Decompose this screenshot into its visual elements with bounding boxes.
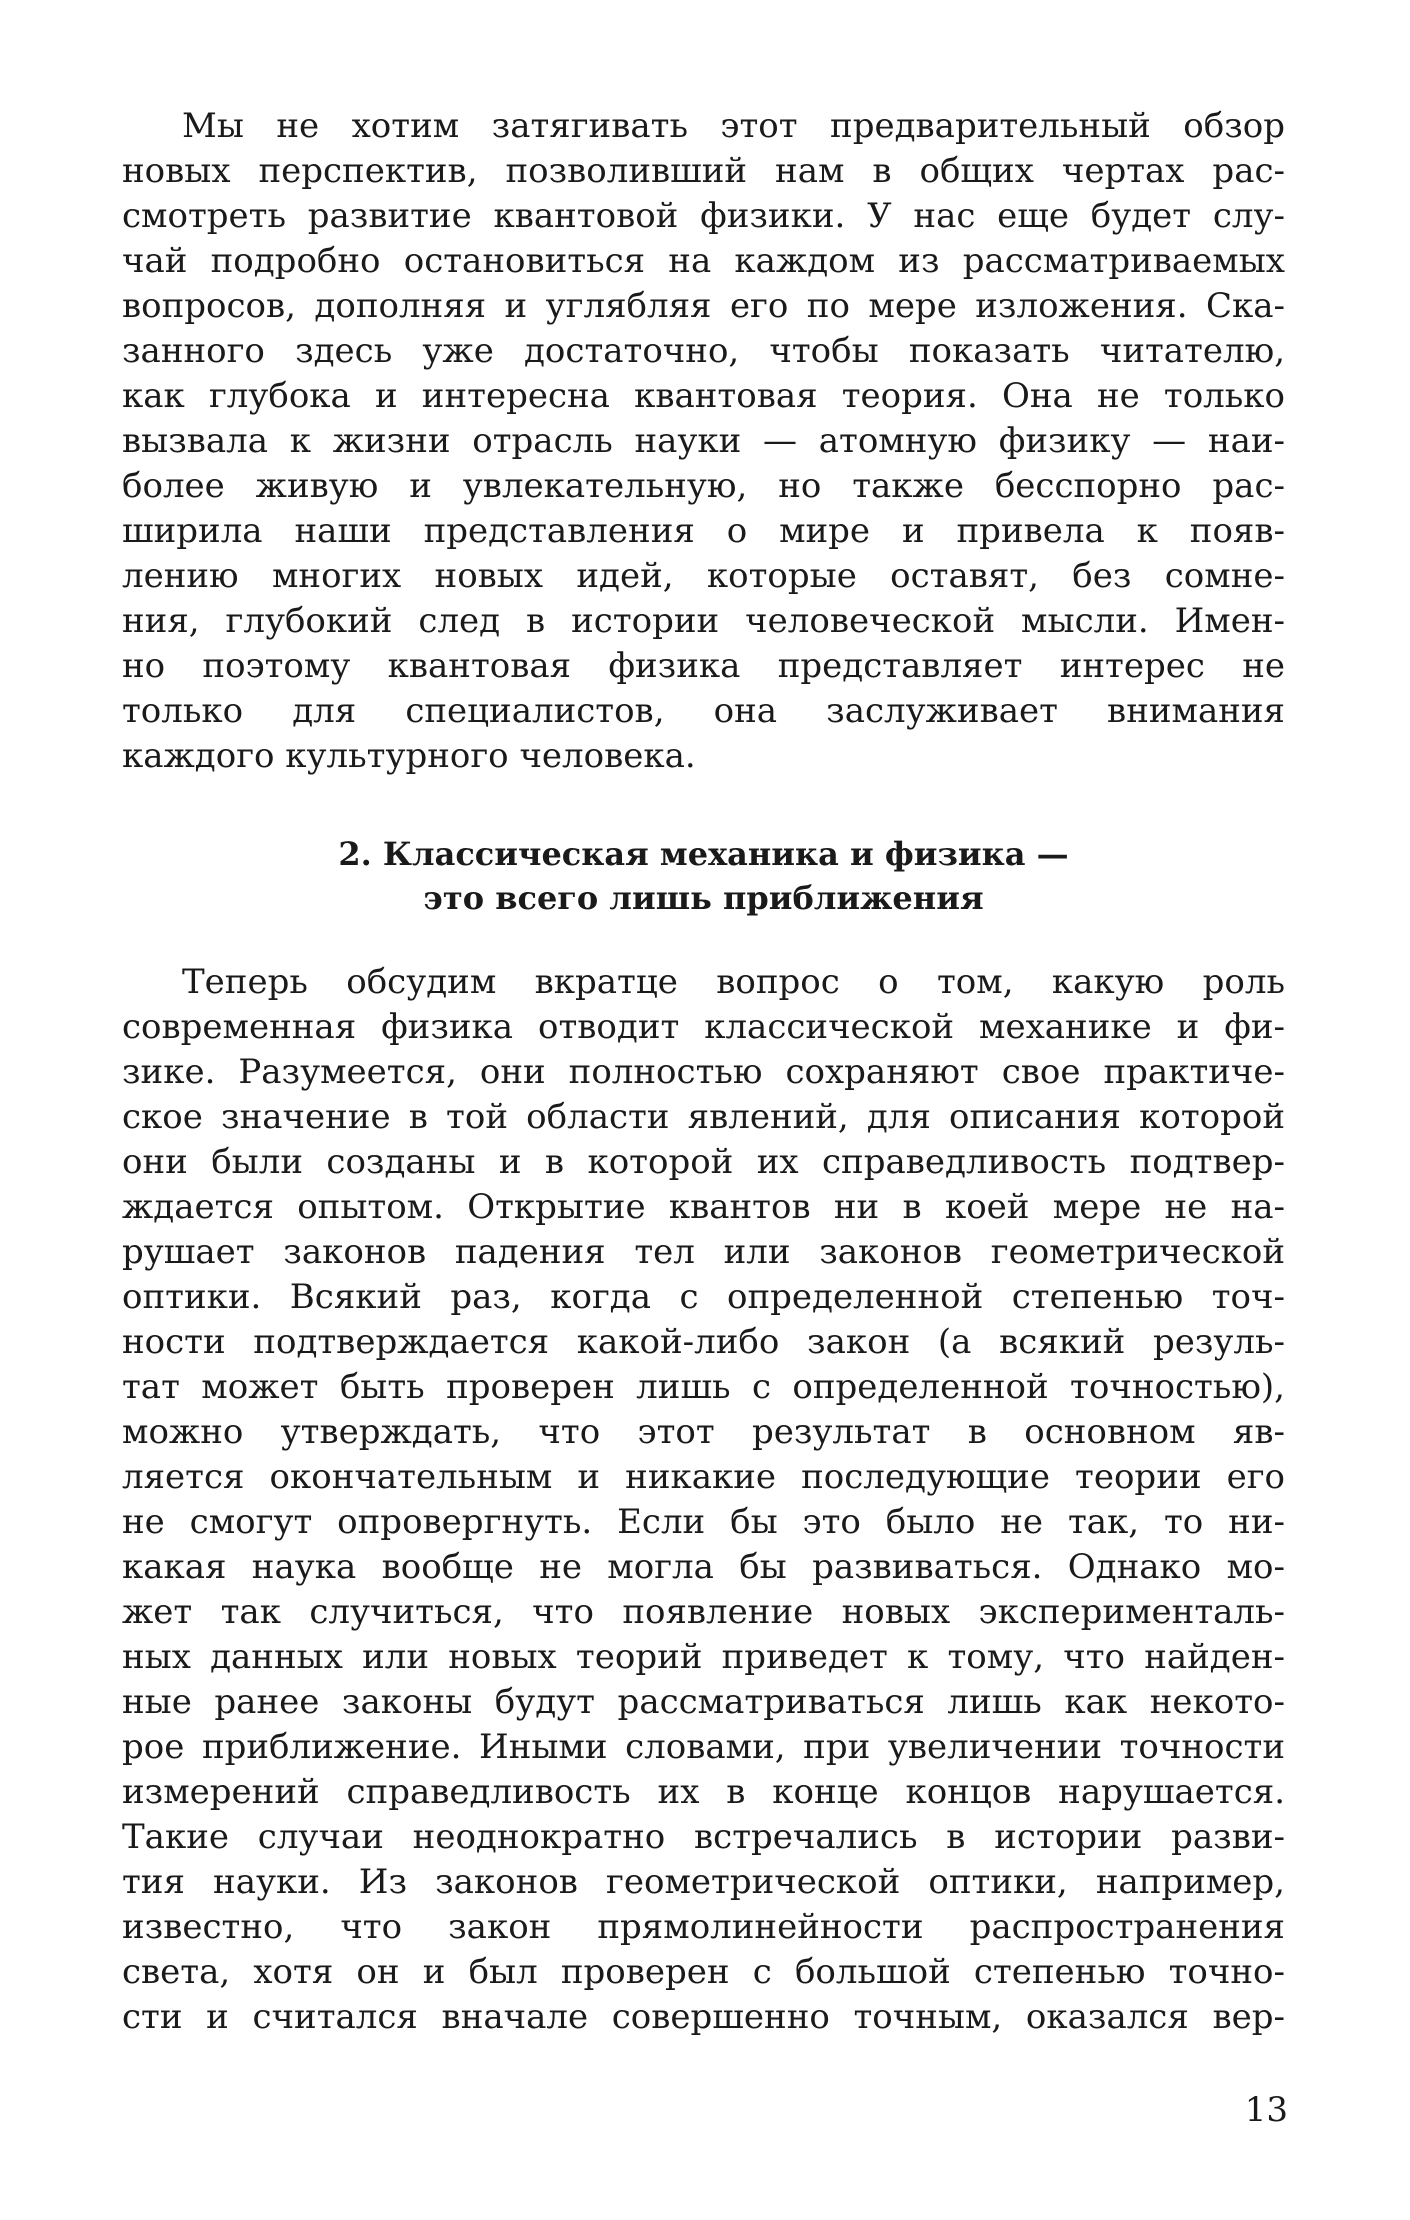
text-line: смотреть развитие квантовой физики. У нас еще будет слу- [122,196,1285,236]
text-line: рушает законов падения тел или законов геометрической [122,1232,1285,1272]
text-line: чай подробно остановиться на каждом из рассматриваемых [122,241,1285,281]
text-line: измерений справедливость их в конце концов нарушается. [122,1772,1285,1812]
text-line: каждого культурного человека. [122,736,696,776]
text-line: оптики. Всякий раз, когда с определенной степенью точ- [122,1277,1285,1317]
text-line: тат может быть проверен лишь с определенной точностью), [122,1367,1285,1407]
text-line: рое приближение. Иными словами, при увеличении точности [122,1727,1285,1767]
text-line: более живую и увлекательную, но также бесспорно рас- [122,466,1285,506]
paragraph-1 [122,104,1285,779]
text-line: ждается опытом. Открытие квантов ни в коей мере не на- [122,1187,1285,1227]
page-number: 13 [1244,2090,1288,2130]
text-line: света, хотя он и был проверен с большой степенью точно- [122,1952,1285,1992]
text-line: Мы не хотим затягивать этот предварительный обзор [182,106,1285,146]
section-heading-line-1: 2. Классическая механика и физика — [338,835,1069,873]
text-line: ляется окончательным и никакие последующие теории его [122,1457,1285,1497]
text-line: новых перспектив, позволивший нам в общих чертах рас- [122,151,1285,191]
text-line: как глубока и интересна квантовая теория. Она не только [122,376,1285,416]
text-line: какая наука вообще не могла бы развиваться. Однако мо- [122,1547,1285,1587]
text-line: занного здесь уже достаточно, чтобы показать читателю, [122,331,1285,371]
text-line: ности подтверждается какой-либо закон (а всякий резуль- [122,1322,1285,1362]
text-line: ные ранее законы будут рассматриваться лишь как некото- [122,1682,1285,1722]
text-line: ское значение в той области явлений, для описания которой [122,1097,1285,1137]
paragraph-2 [122,960,1285,2040]
text-line: известно, что закон прямолинейности распространения [122,1907,1285,1947]
text-line: вопросов, дополняя и углябляя его по мере изложения. Ска- [122,286,1285,326]
text-line: не смогут опровергнуть. Если бы это было не так, то ни- [122,1502,1285,1542]
text-line: жет так случиться, что появление новых эксперименталь- [122,1592,1285,1632]
text-line: зике. Разумеется, они полностью сохраняют свое практиче- [122,1052,1285,1092]
text-line: сти и считался вначале совершенно точным, оказался вер- [122,1997,1285,2037]
text-line: можно утверждать, что этот результат в основном яв- [122,1412,1285,1452]
text-line: они были созданы и в которой их справедливость подтвер- [122,1142,1285,1182]
section-heading-line-2: это всего лишь приближения [423,879,984,917]
section-heading [122,832,1285,920]
text-line: но поэтому квантовая физика представляет интерес не [122,646,1285,686]
text-line: лению многих новых идей, которые оставят, без сомне- [122,556,1285,596]
text-line: вызвала к жизни отрасль науки — атомную физику — наи- [122,421,1285,461]
text-line: ширила наши представления о мире и привела к появ- [122,511,1285,551]
text-line: современная физика отводит классической механике и фи- [122,1007,1285,1047]
text-line: ния, глубокий след в истории человеческой мысли. Имен- [122,601,1285,641]
text-line: тия науки. Из законов геометрической оптики, например, [122,1862,1285,1902]
text-line: Теперь обсудим вкратце вопрос о том, какую роль [182,962,1285,1002]
text-line: ных данных или новых теорий приведет к тому, что найден- [122,1637,1285,1677]
text-line: только для специалистов, она заслуживает внимания [122,691,1285,731]
text-line: Такие случаи неоднократно встречались в истории разви- [122,1817,1285,1857]
